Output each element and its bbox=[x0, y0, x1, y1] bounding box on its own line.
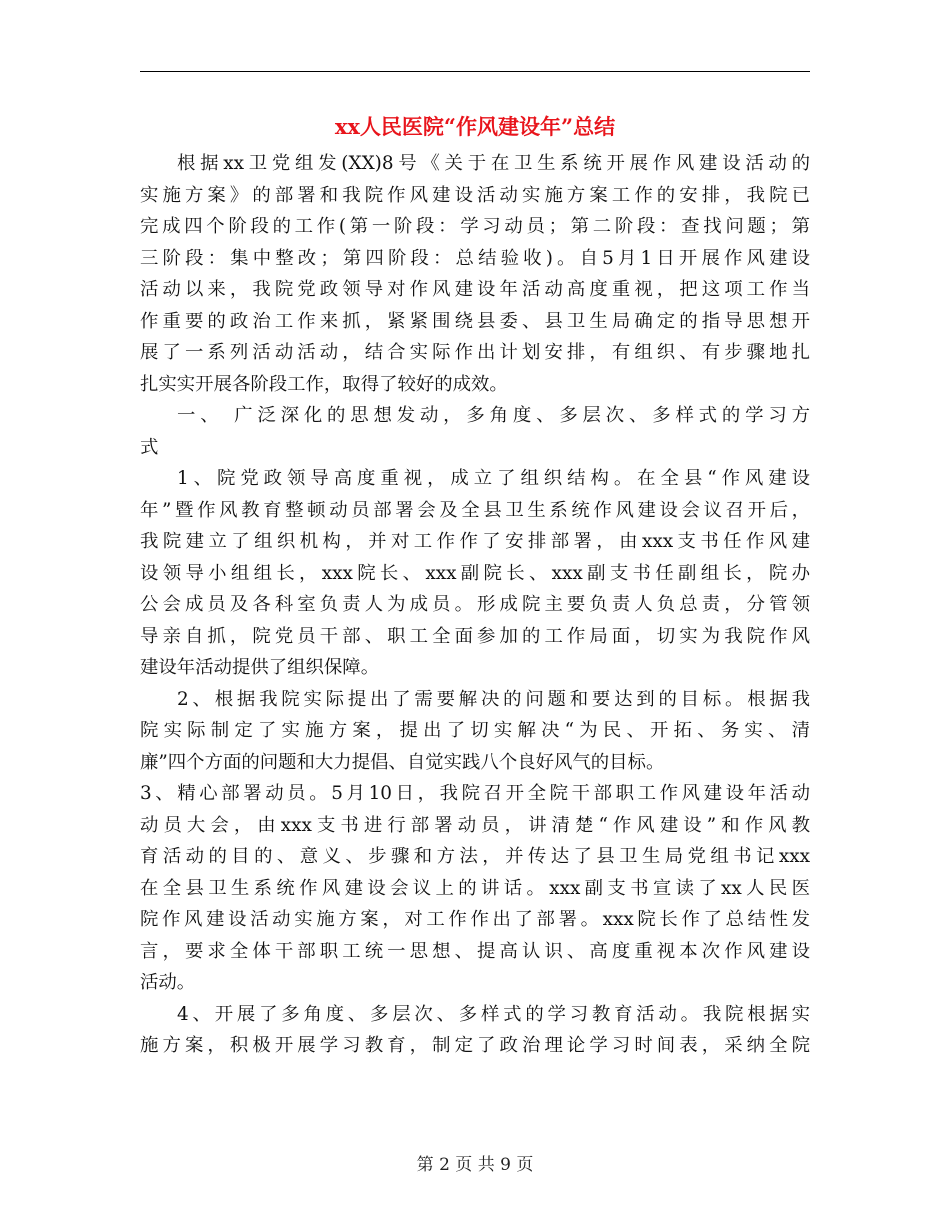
text-line: 三阶段：集中整改；第四阶段：总结验收)。自5月1日开展作风建设 bbox=[140, 247, 810, 269]
text-line: 活动以来，我院党政领导对作风建设年活动高度重视，把这项工作当 bbox=[140, 279, 810, 300]
text-line: 4、开展了多角度、多层次、多样式的学习教育活动。我院根据实 bbox=[177, 1003, 810, 1025]
text-line: 言，要求全体干部职工统一思想、提高认识、高度重视本次作风建设 bbox=[140, 940, 810, 962]
text-line: 廉”四个方面的问题和大力提倡、自觉实践八个良好风气的目标。 bbox=[140, 751, 665, 773]
text-line: 完成四个阶段的工作(第一阶段：学习动员；第二阶段：查找问题；第 bbox=[140, 216, 810, 237]
text-line: 施方案，积极开展学习教育，制定了政治理论学习时间表，采纳全院 bbox=[140, 1035, 810, 1056]
text-line: 展了一系列活动活动，结合实际作出计划安排，有组织、有步骤地扎 bbox=[140, 342, 810, 363]
text-line: 1、院党政领导高度重视，成立了组织结构。在全县“作风建设 bbox=[177, 468, 810, 489]
text-line: 3、精心部署动员。5月10日，我院召开全院干部职工作风建设年活动 bbox=[140, 783, 810, 804]
section-heading: 式 bbox=[140, 436, 159, 458]
text-line: 动员大会，由xxx支书进行部署动员，讲清楚“作风建设”和作风教 bbox=[140, 814, 810, 836]
page-number: 第 2 页 共 9 页 bbox=[416, 1155, 534, 1175]
text-line: 2、根据我院实际提出了需要解决的问题和要达到的目标。根据我 bbox=[177, 688, 810, 710]
text-line: 导亲自抓，院党员干部、职工全面参加的工作局面，切实为我院作风 bbox=[140, 625, 810, 647]
text-line: 扎实实开展各阶段工作，取得了较好的成效。 bbox=[140, 373, 508, 395]
section-heading: 一、 广泛深化的思想发动，多角度、多层次、多样式的学习方 bbox=[177, 405, 810, 426]
text-line: 作重要的政治工作来抓，紧紧围绕县委、县卫生局确定的指导思想开 bbox=[140, 310, 810, 332]
text-line: 年”暨作风教育整顿动员部署会及全县卫生系统作风建设会议召开后， bbox=[140, 499, 810, 521]
text-line: 我院建立了组织机构，并对工作作了安排部署，由xxx支书任作风建 bbox=[140, 531, 810, 552]
header-rule bbox=[140, 71, 810, 72]
text-line: 育活动的目的、意义、步骤和方法，并传达了县卫生局党组书记xxx bbox=[140, 846, 810, 867]
text-line: 公会成员及各科室负责人为成员。形成院主要负责人负总责，分管领 bbox=[140, 594, 810, 615]
text-line: 根据xx卫党组发(XX)8号《关于在卫生系统开展作风建设活动的 bbox=[177, 153, 810, 174]
document-title: xx人民医院“作风建设年”总结 bbox=[334, 114, 616, 139]
text-line: 活动。 bbox=[140, 972, 196, 993]
text-line: 院作风建设活动实施方案，对工作作出了部署。xxx院长作了总结性发 bbox=[140, 909, 810, 930]
text-line: 实施方案》的部署和我院作风建设活动实施方案工作的安排，我院已 bbox=[140, 184, 810, 206]
text-line: 设领导小组组长，xxx院长、xxx副院长、xxx副支书任副组长，院办 bbox=[140, 562, 810, 584]
document-body bbox=[140, 148, 810, 1062]
text-line: 院实际制定了实施方案，提出了切实解决“为民、开拓、务实、清 bbox=[140, 720, 810, 741]
text-line: 建设年活动提供了组织保障。 bbox=[140, 657, 380, 678]
text-line: 在全县卫生系统作风建设会议上的讲话。xxx副支书宣读了xx人民医 bbox=[140, 877, 810, 899]
